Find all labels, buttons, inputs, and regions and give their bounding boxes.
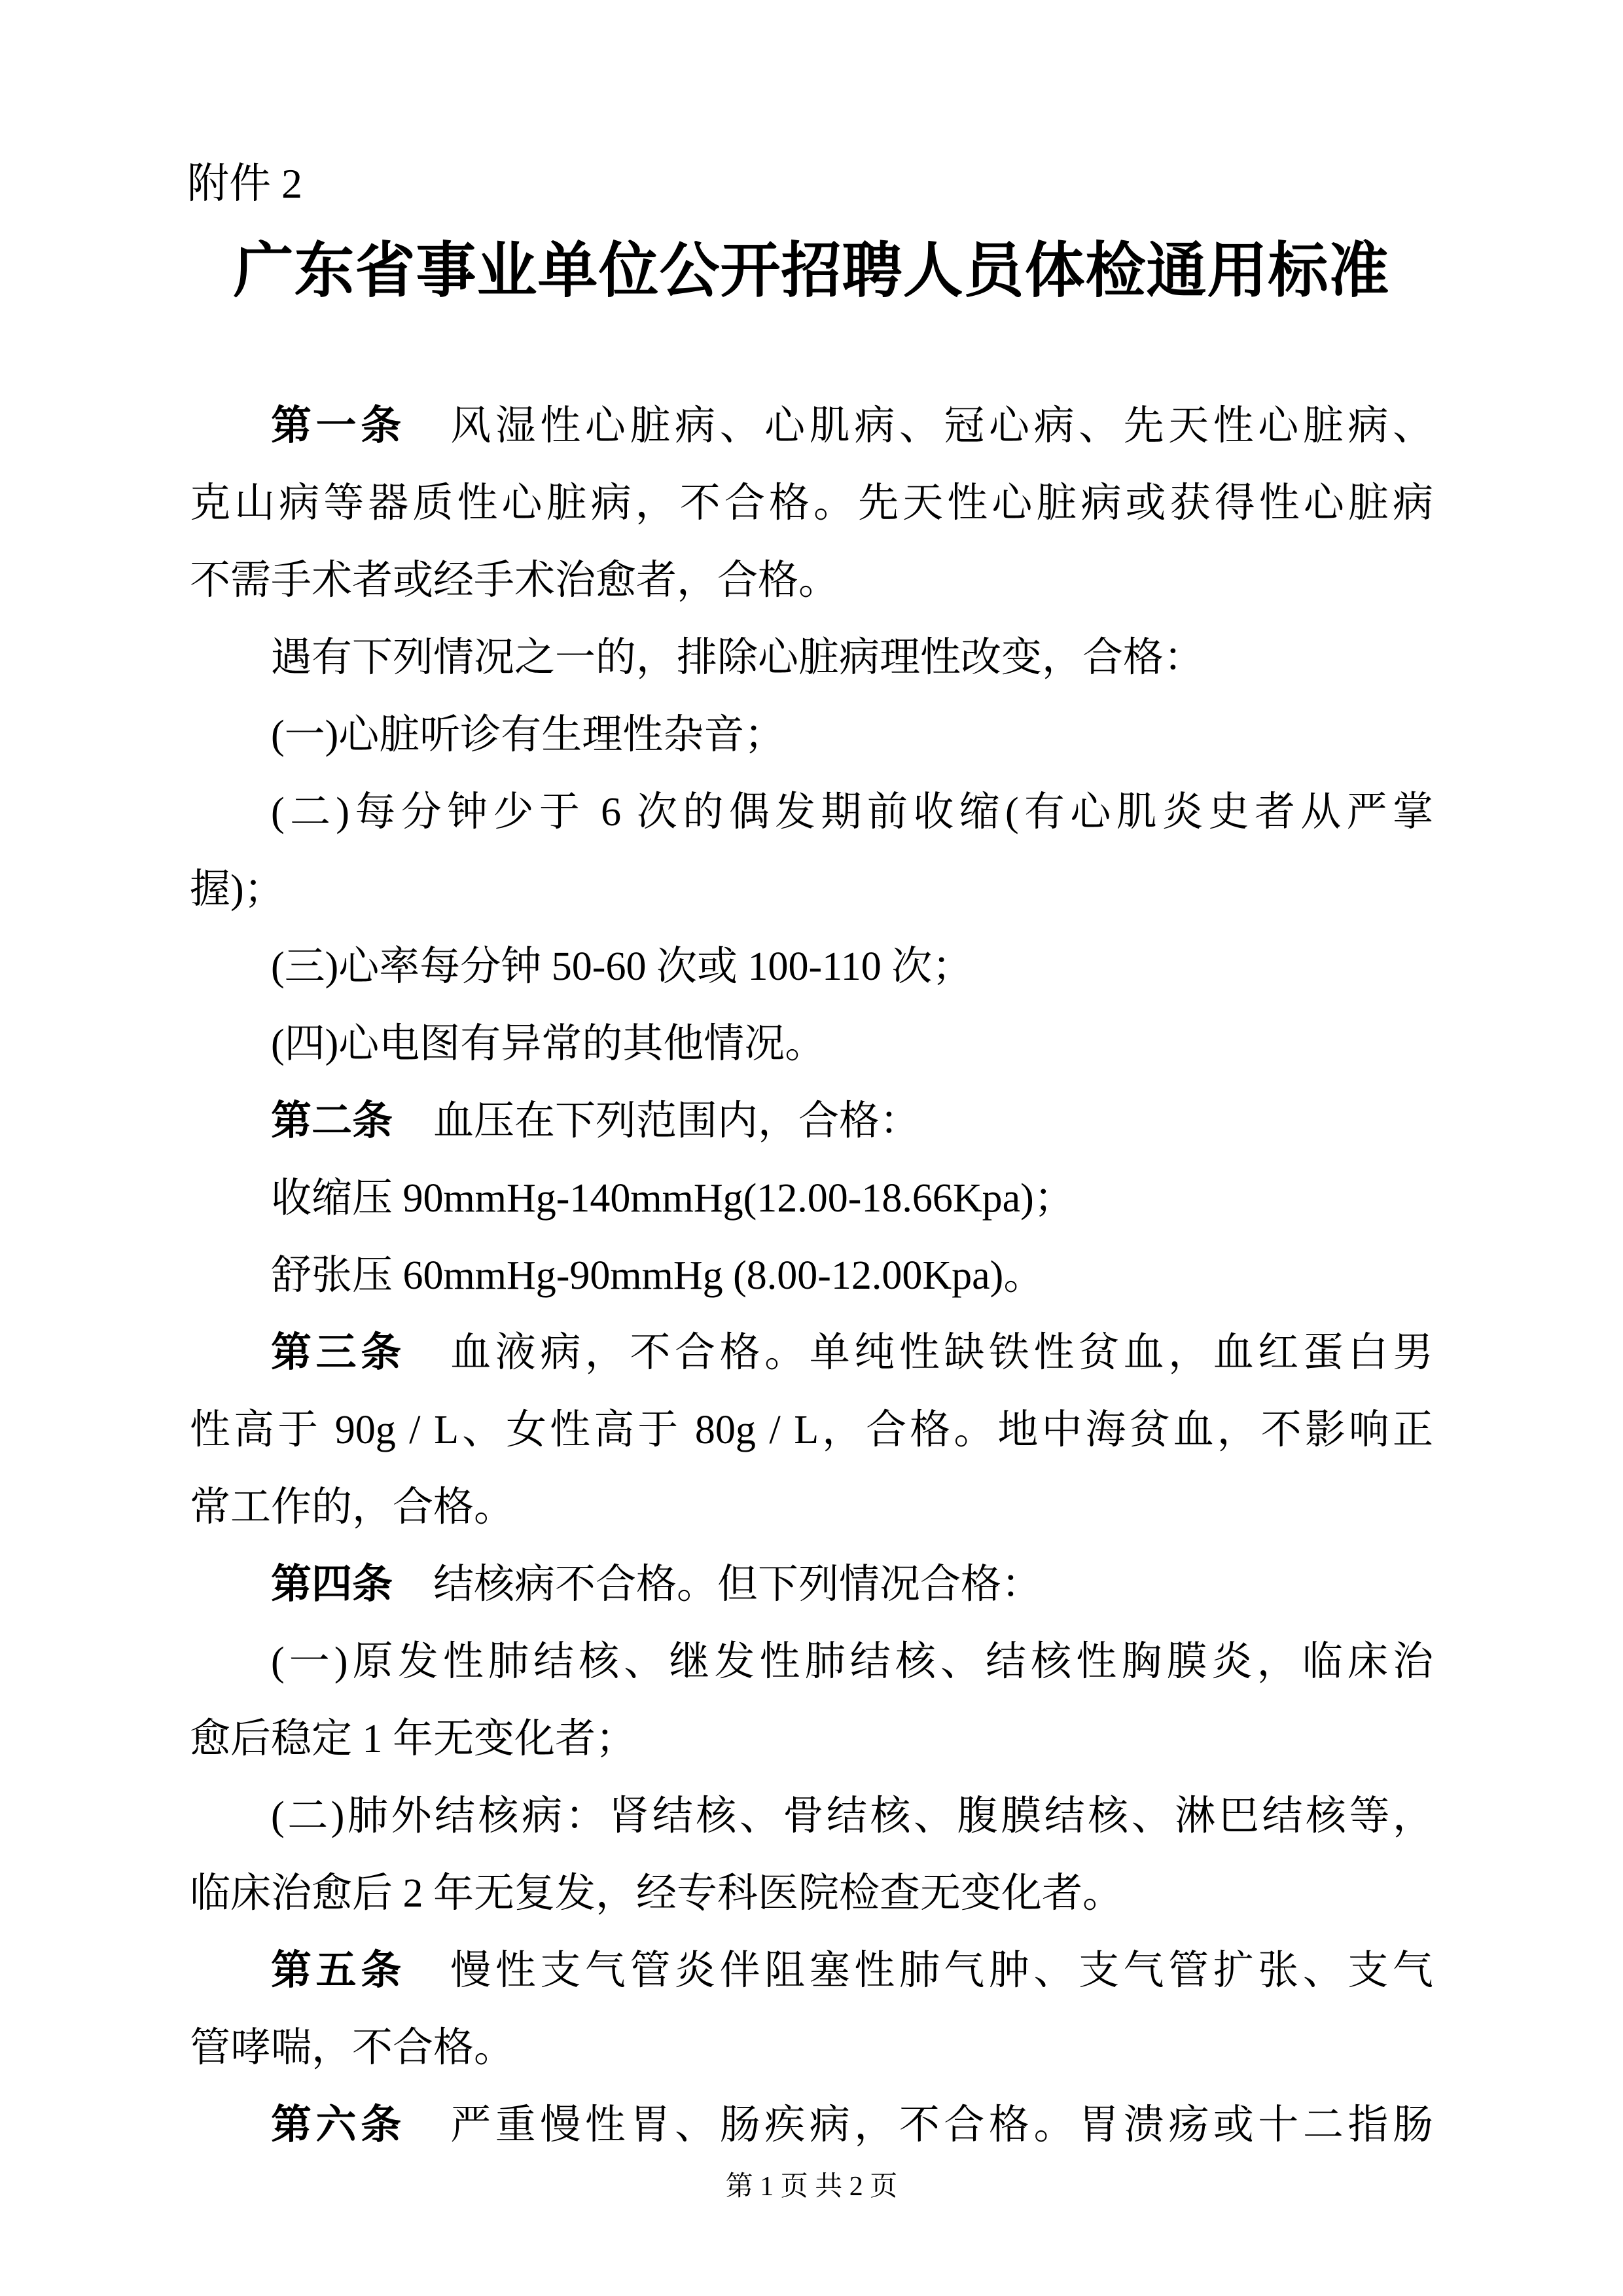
line-text: 慢性支气管炎伴阻塞性肺气肿、支气管扩张、支气 <box>405 1948 1433 1993</box>
line-text: 性高于 90g / L、女性高于 80g / L，合格。地中海贫血，不影响正 <box>190 1408 1433 1452</box>
line-text: (一)原发性肺结核、继发性肺结核、结核性胸膜炎，临床治 <box>271 1640 1433 1684</box>
text-line <box>190 928 1433 1005</box>
text-line <box>190 1469 1433 1546</box>
line-text: 常工作的，合格。 <box>190 1485 515 1530</box>
article-label: 第五条 <box>271 1948 406 1993</box>
document-body <box>190 387 1433 2164</box>
line-text: (三)心率每分钟 50-60 次或 100-110 次； <box>271 944 973 989</box>
line-text: 血液病，不合格。单纯性缺铁性贫血，血红蛋白男 <box>405 1331 1433 1375</box>
text-line <box>190 774 1433 851</box>
text-line <box>190 465 1433 542</box>
text-line <box>190 542 1433 619</box>
text-line <box>190 851 1433 928</box>
article-label: 第三条 <box>271 1330 406 1375</box>
text-line <box>190 619 1433 696</box>
text-line <box>190 2087 1433 2164</box>
page-footer: 第 1 页 共 2 页 <box>725 2172 898 2202</box>
text-line <box>190 1391 1433 1469</box>
line-text: 握)； <box>190 867 285 912</box>
line-text: 克山病等器质性心脏病，不合格。先天性心脏病或获得性心脏病 <box>190 481 1433 526</box>
line-text: 管哮喘，不合格。 <box>190 2026 515 2070</box>
text-line <box>190 1005 1433 1083</box>
text-line <box>190 1855 1433 1932</box>
article-label: 第一条 <box>271 403 406 448</box>
line-text: (四)心电图有异常的其他情况。 <box>271 1022 826 1066</box>
line-text: (一)心脏听诊有生理性杂音； <box>271 713 785 757</box>
text-line <box>190 1778 1433 1855</box>
line-text: 收缩压 90mmHg-140mmHg(12.00-18.66Kpa)； <box>271 1176 1075 1221</box>
page-title: 广东省事业单位公开招聘人员体检通用标准 <box>233 238 1390 304</box>
article-label: 第二条 <box>271 1098 393 1143</box>
line-text: 结核病不合格。但下列情况合格： <box>393 1562 1043 1607</box>
text-line <box>190 387 1433 465</box>
text-line <box>190 1932 1433 2009</box>
line-text: 临床治愈后 2 年无复发，经专科医院检查无变化者。 <box>190 1871 1124 1916</box>
text-line <box>190 1700 1433 1778</box>
line-text: 血压在下列范围内，合格： <box>393 1099 921 1143</box>
line-text: 风湿性心脏病、心肌病、冠心病、先天性心脏病、 <box>405 404 1433 448</box>
text-line <box>190 2009 1433 2087</box>
attachment-label: 附件 2 <box>187 160 302 207</box>
line-text: 遇有下列情况之一的，排除心脏病理性改变，合格： <box>271 636 1205 680</box>
article-label: 第六条 <box>271 2102 406 2147</box>
line-text: (二)肺外结核病：肾结核、骨结核、腹膜结核、淋巴结核等， <box>271 1794 1433 1839</box>
text-line <box>190 1623 1433 1700</box>
text-line <box>190 1237 1433 1314</box>
text-line <box>190 1546 1433 1623</box>
line-text: (二)每分钟少于 6 次的偶发期前收缩(有心肌炎史者从严掌 <box>271 790 1433 834</box>
text-line <box>190 1083 1433 1160</box>
text-line <box>190 696 1433 774</box>
text-line <box>190 1314 1433 1391</box>
line-text: 愈后稳定 1 年无变化者； <box>190 1717 637 1761</box>
article-label: 第四条 <box>271 1562 393 1607</box>
text-line <box>190 1160 1433 1237</box>
line-text: 不需手术者或经手术治愈者，合格。 <box>190 558 840 603</box>
line-text: 严重慢性胃、肠疾病，不合格。胃溃疡或十二指肠 <box>405 2103 1433 2147</box>
line-text: 舒张压 60mmHg-90mmHg (8.00-12.00Kpa)。 <box>271 1253 1044 1298</box>
